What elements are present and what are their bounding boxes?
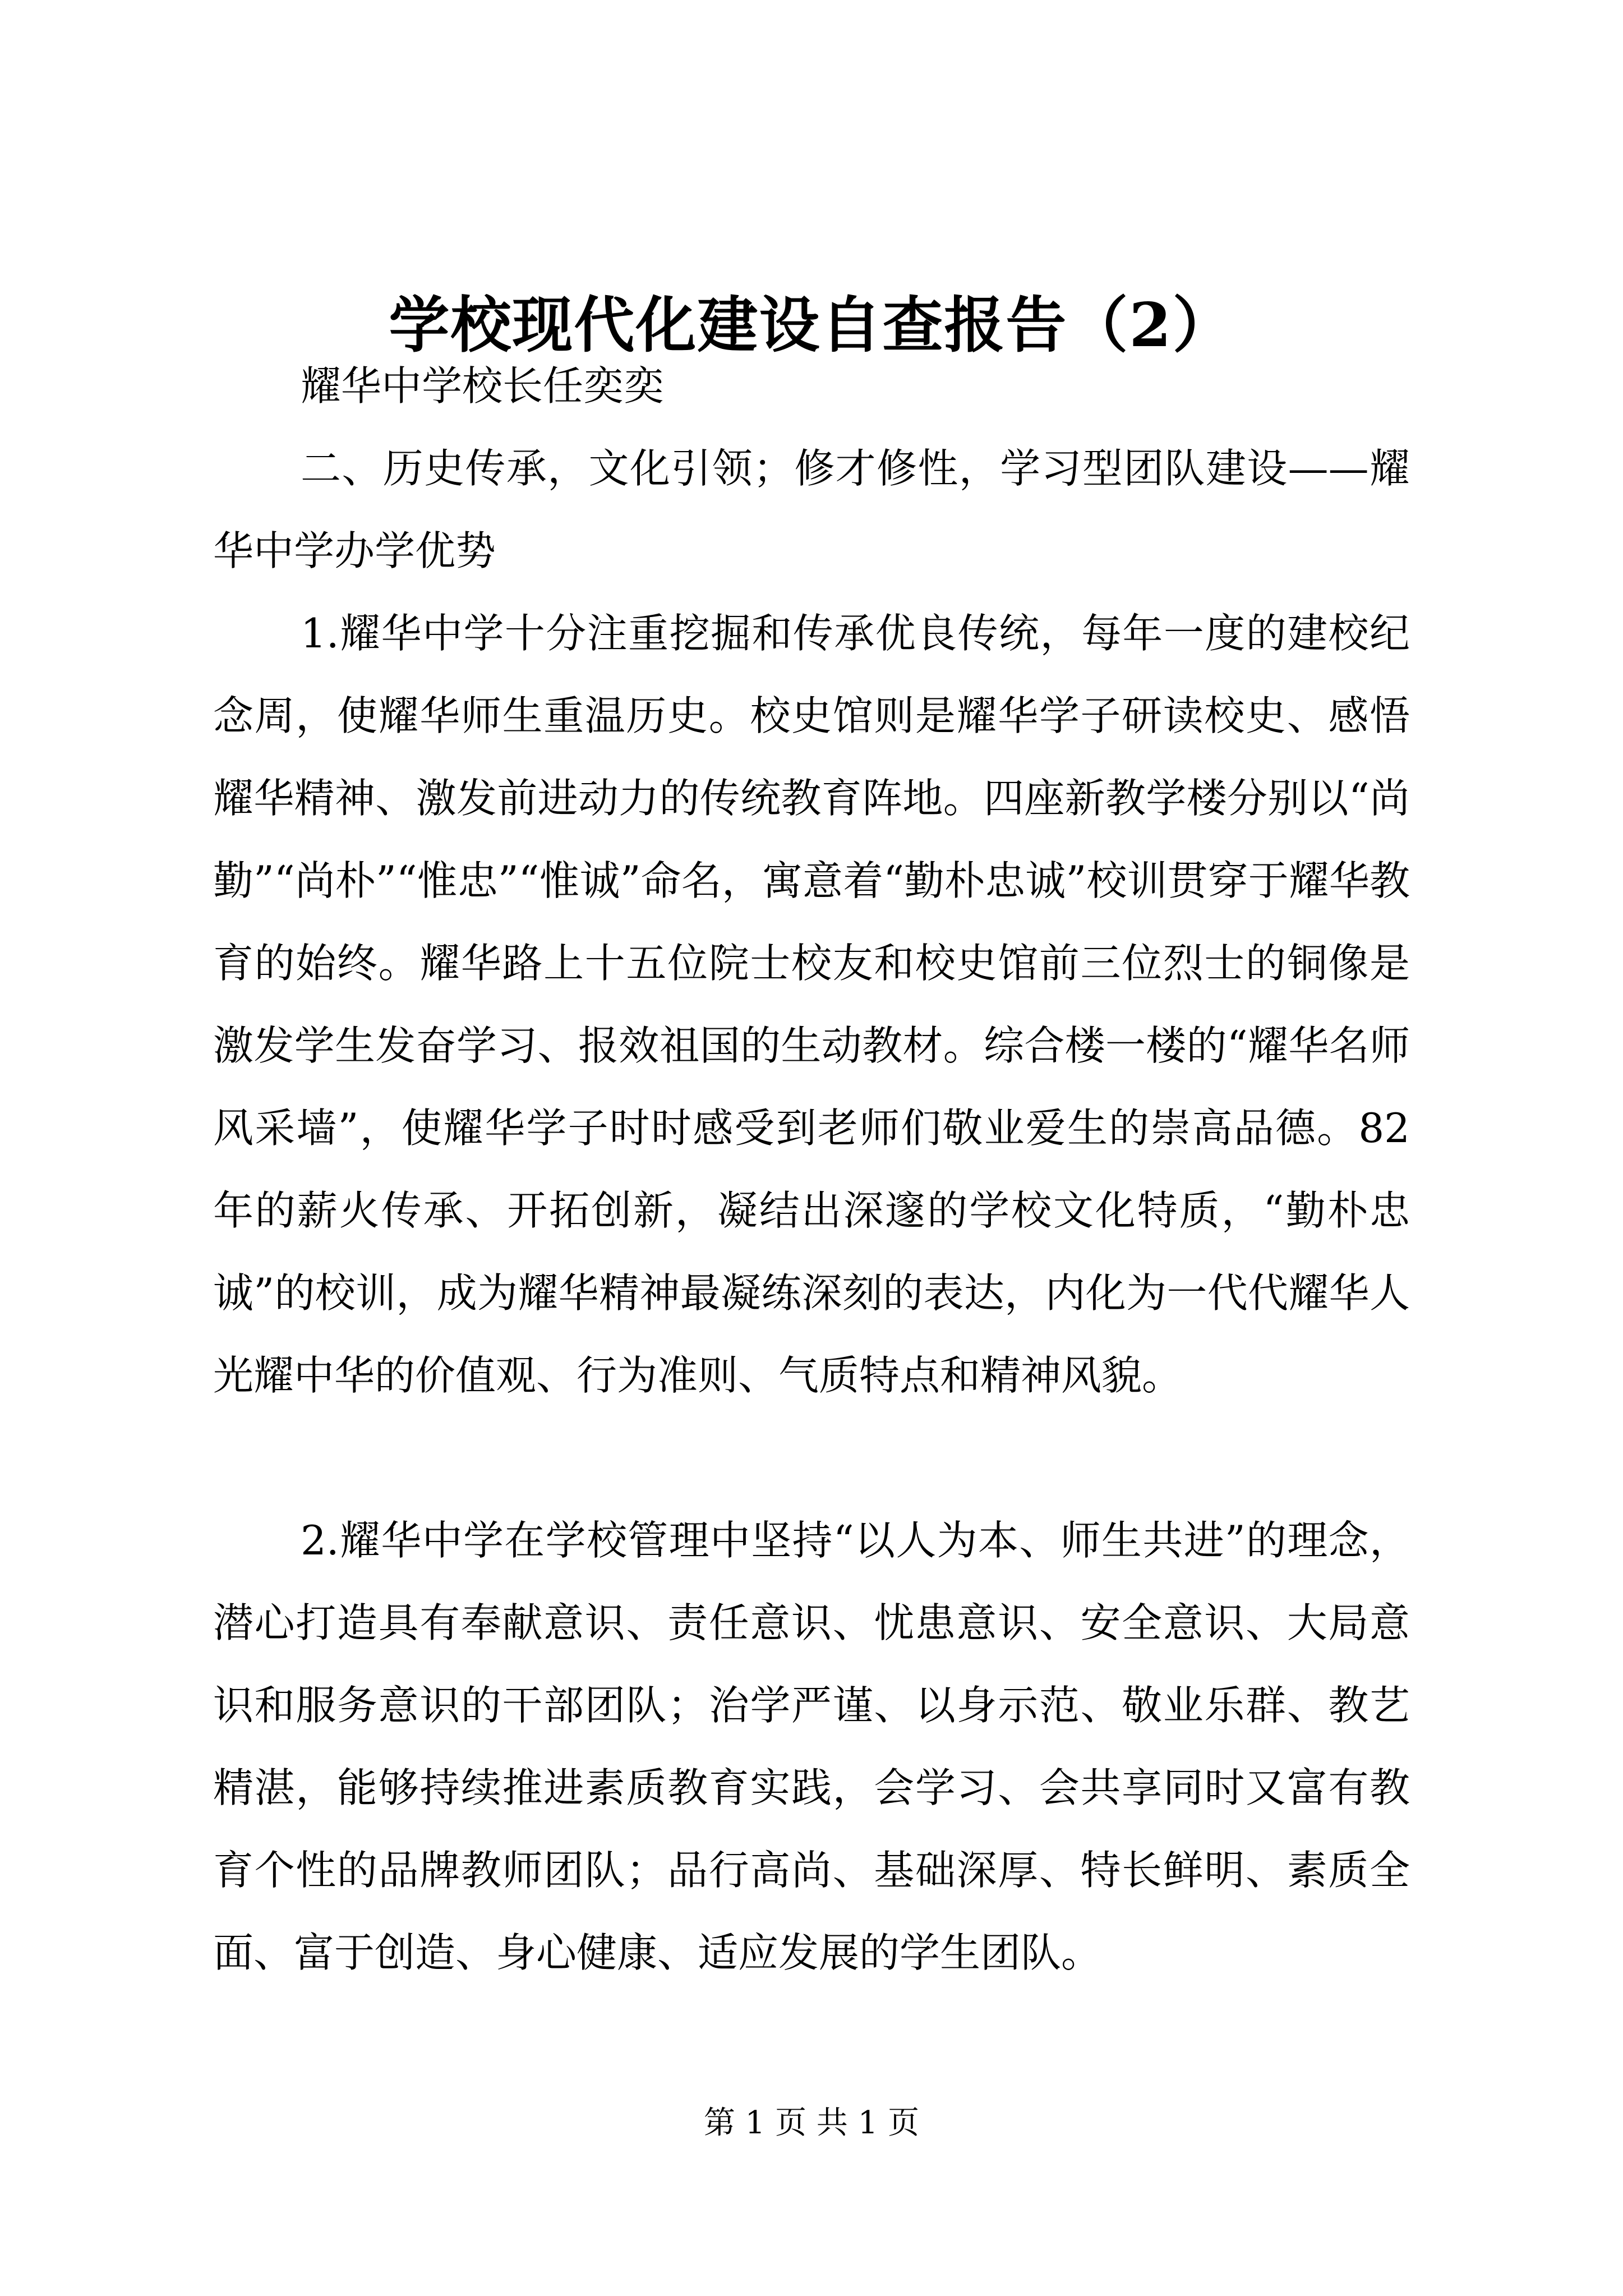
author-line: 耀华中学校长任奕奕 [301, 362, 665, 409]
paragraph-1: 1.耀华中学十分注重挖掘和传承优良传统，每年一度的建校纪念周，使耀华师生重温历史。校史馆则是耀华学子研读校史、感悟耀华精神、激发前进动力的传统教育阵地。四座新教学楼分别以“尚勤”“尚朴”“惟忠”“惟诚”命名，寓意着“勤朴忠诚”校训贯穿于耀华教育的始终。耀华路上十五位院士校友和校史馆前三位烈士的铜像是激发学生发奋学习、报效祖国的生动教材。综合楼一楼的“耀华名师风采墙”，使耀华学子时时感受到老师们敬业爱生的崇高品德。82年的薪火传承、开拓创新，凝结出深邃的学校文化特质，“勤朴忠诚”的校训，成为耀华精神最凝练深刻的表达，内化为一代代耀华人光耀中华的价值观、行为准则、气质特点和精神风貌。 [213, 610, 1410, 1399]
page-footer: 第 1 页 共 1 页 [703, 2105, 920, 2141]
paragraph-2: 2.耀华中学在学校管理中坚持“以人为本、师生共进”的理念，潜心打造具有奉献意识、责任意识、忧患意识、安全意识、大局意识和服务意识的干部团队；治学严谨、以身示范、敬业乐群、教艺精湛，能够持续推进素质教育实践，会学习、会共享同时又富有教育个性的品牌教师团队；品行高尚、基础深厚、特长鲜明、素质全面、富于创造、身心健康、适应发展的学生团队。 [213, 1517, 1410, 1976]
document-title: 学校现代化建设自查报告（2） [389, 290, 1234, 361]
section-heading: 二、历史传承，文化引领；修才修性，学习型团队建设——耀华中学办学优势 [213, 445, 1410, 574]
